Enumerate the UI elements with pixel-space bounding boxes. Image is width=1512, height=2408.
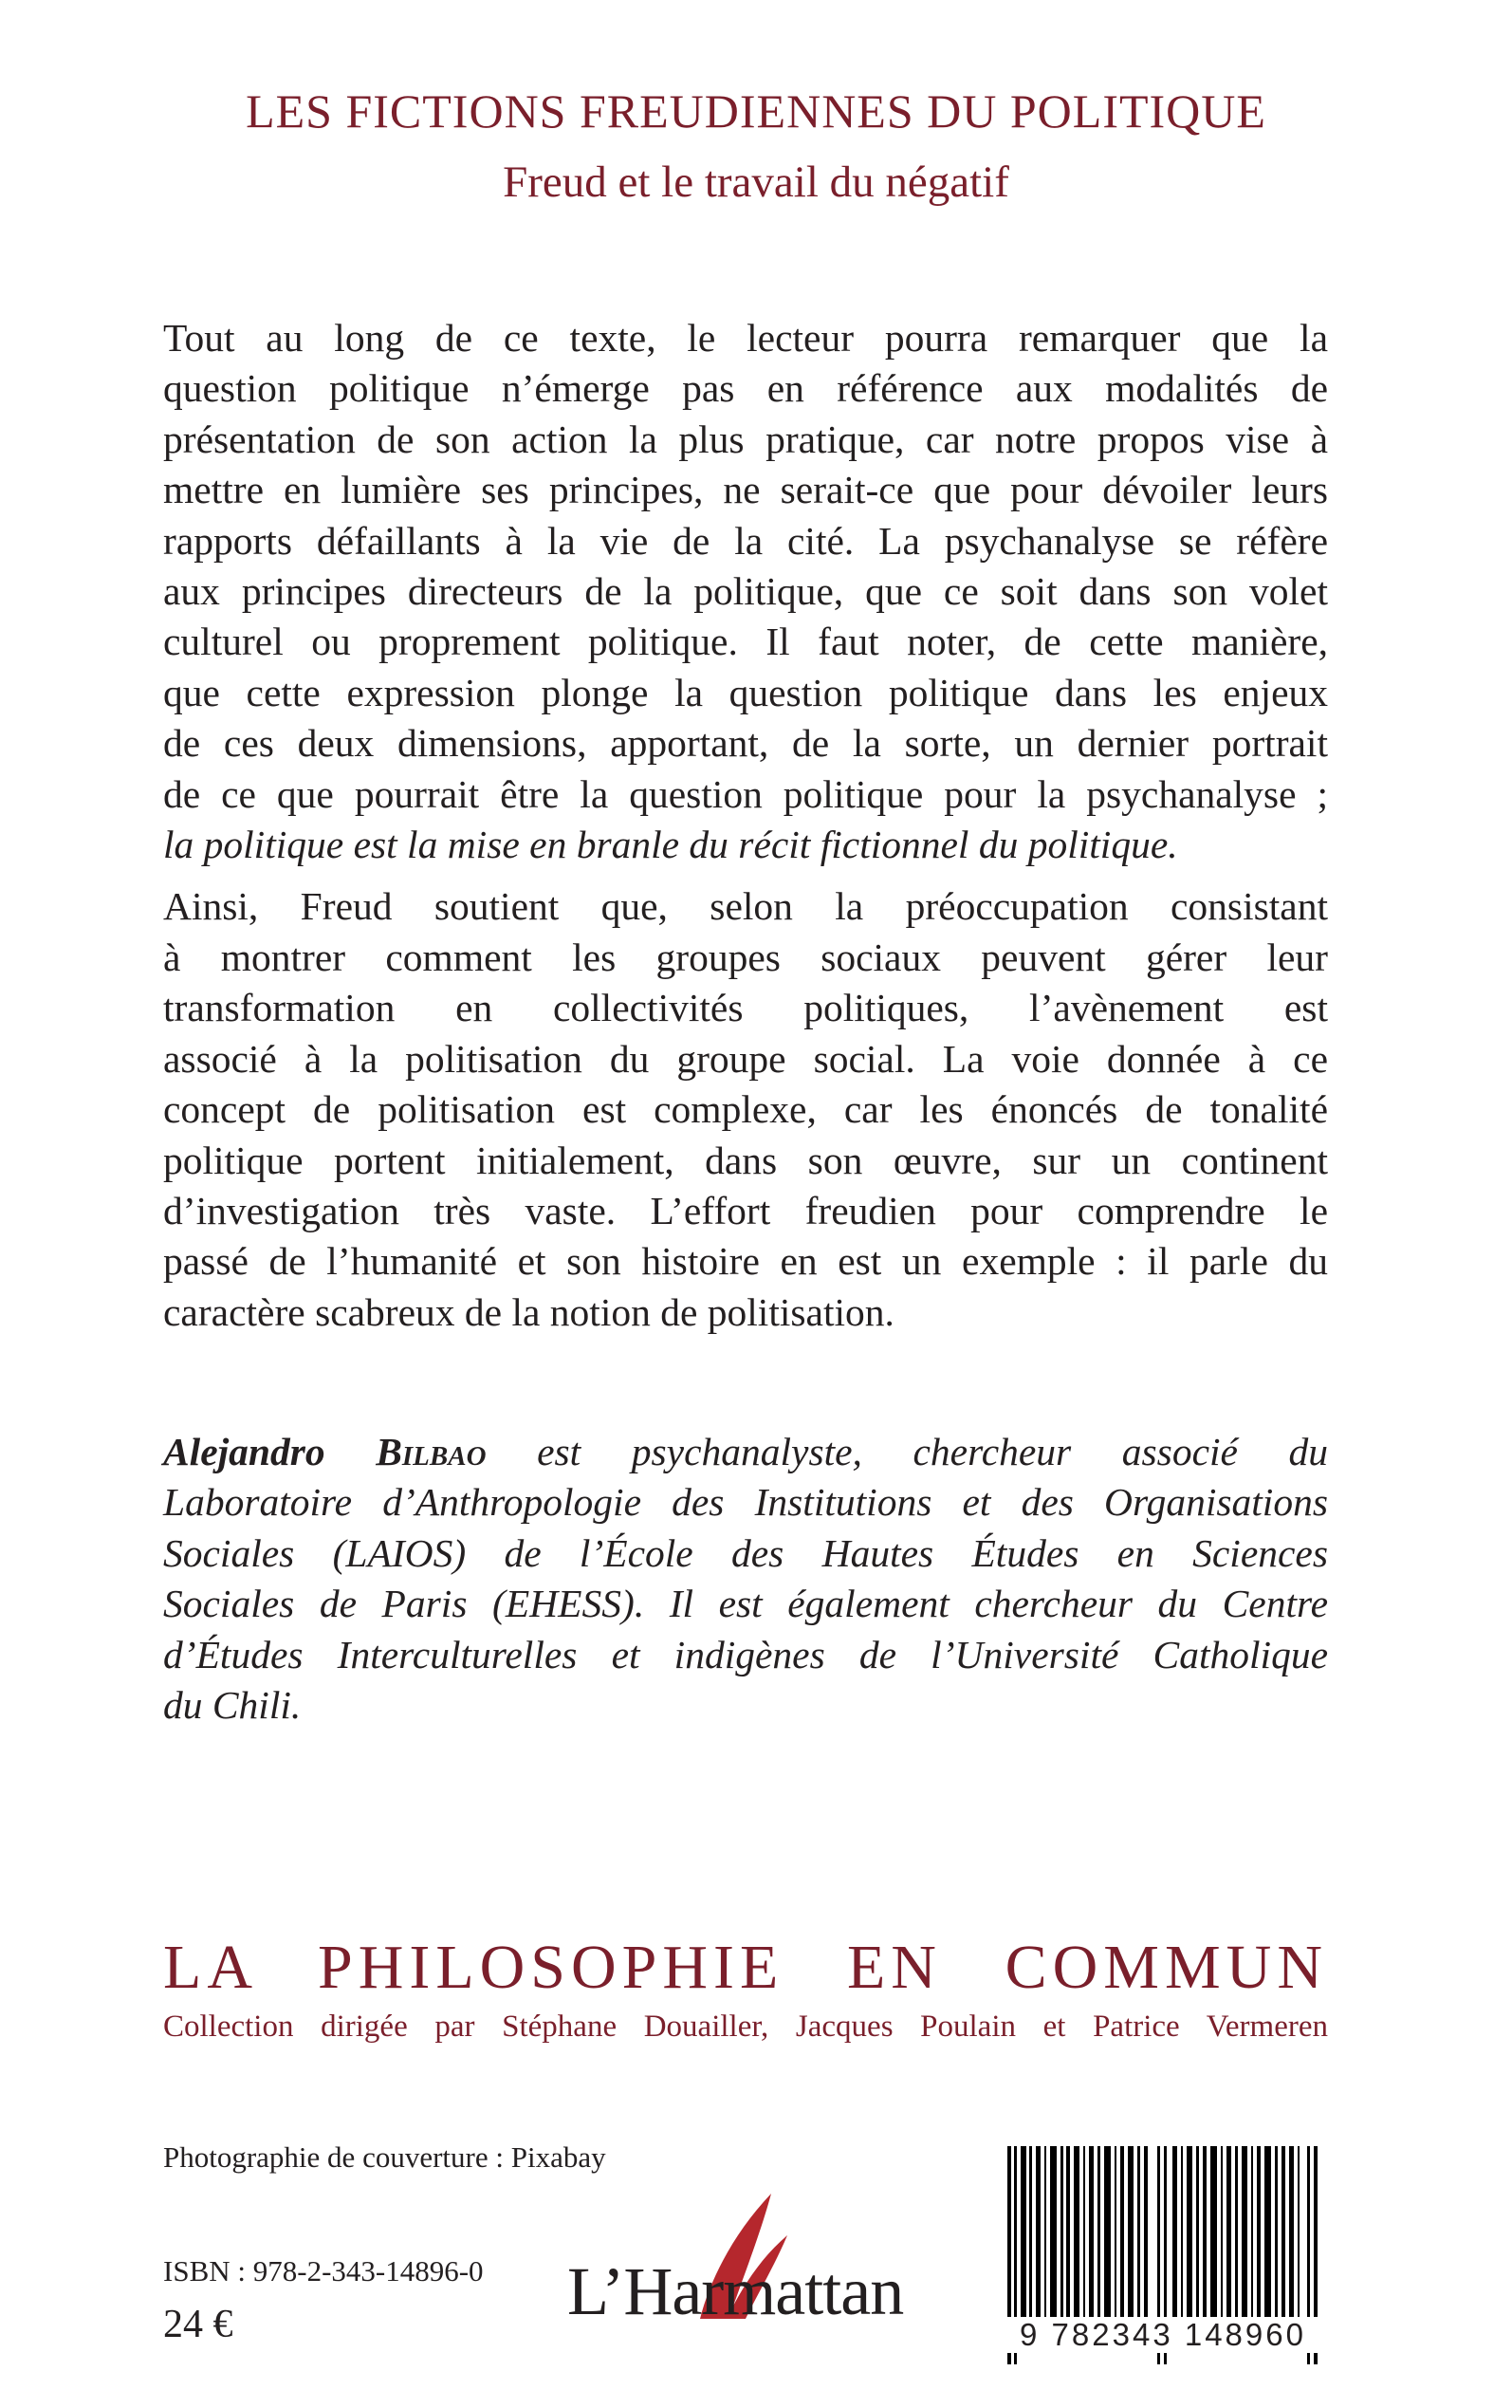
author-bio-line [163, 1427, 1328, 1477]
summary-line: passé de l’humanité et son histoire en est un exemple : il parle du [163, 1239, 1328, 1284]
summary-line: de ces deux dimensions, apportant, de la sorte, un dernier portrait [163, 721, 1328, 766]
summary-line: Ainsi, Freud soutient que, selon la préoccupation consistant [163, 884, 1328, 929]
isbn: ISBN : 978-2-343-14896-0 [163, 2254, 484, 2288]
book-subtitle: Freud et le travail du négatif [503, 157, 1009, 207]
summary-line: de ce que pourrait être la question politique pour la psychanalyse ; [163, 771, 1328, 816]
author-bio-line: Laboratoire d’Anthropologie des Institutions et des Organisations [163, 1480, 1328, 1525]
author-bio [163, 1427, 1328, 1731]
summary-line: que cette expression plonge la question politique dans les enjeux [163, 670, 1328, 714]
summary-italic-conclusion: la politique est la mise en branle du récit fictionnel du politique. [163, 823, 1178, 867]
summary-line: concept de politisation est complexe, car les énoncés de tonalité [163, 1087, 1328, 1132]
summary-line: présentation de son action la plus pratique, car notre propos vise à [163, 417, 1328, 461]
author-bio-line: Sociales (LAIOS) de l’École des Hautes Études en Sciences [163, 1530, 1328, 1575]
summary-line: question politique n’émerge pas en référence aux modalités de [163, 366, 1328, 411]
summary-line: d’investigation très vaste. L’effort freudien pour comprendre le [163, 1188, 1328, 1232]
summary-line: aux principes directeurs de la politique, que ce soit dans son volet [163, 569, 1328, 614]
author-bio-line: du Chili. [163, 1683, 302, 1728]
summary-paragraph-1 [163, 313, 1328, 870]
summary-line: mettre en lumière ses principes, ne serait-ce que pour dévoiler leurs [163, 468, 1328, 512]
summary-line: rapports défaillants à la vie de la cité. La psychanalyse se réfère [163, 518, 1328, 563]
author-bio-text: est psychanalyste, chercheur associé du [486, 1430, 1329, 1473]
author-first-name: Alejandro [163, 1430, 325, 1473]
barcode-number: 9 782343 148960 [998, 2317, 1328, 2353]
price: 24 € [163, 2303, 233, 2346]
summary-line: culturel ou proprement politique. Il faut noter, de cette manière, [163, 620, 1328, 664]
book-title: LES FICTIONS FREUDIENNES DU POLITIQUE [246, 84, 1266, 138]
author-last-name: Bilbao [376, 1430, 487, 1473]
summary-line: associé à la politisation du groupe social. La voie donnée à ce [163, 1036, 1328, 1081]
summary-line: à montrer comment les groupes sociaux peuvent gérer leur [163, 935, 1328, 979]
summary-line: politique portent initialement, dans son œuvre, sur un continent [163, 1138, 1328, 1182]
summary-line: Tout au long de ce texte, le lecteur pourra remarquer que la [163, 316, 1328, 360]
summary-paragraph-2 [163, 881, 1328, 1338]
collection-directors: Collection dirigée par Stéphane Douailler, Jacques Poulain et Patrice Vermeren [163, 2010, 1328, 2044]
publisher-name: L’Harmattan [567, 2253, 904, 2329]
author-bio-line: d’Études Interculturelles et indigènes de l’Université Catholique [163, 1632, 1328, 1676]
photo-credit: Photographie de couverture : Pixabay [163, 2140, 606, 2174]
author-bio-line: Sociales de Paris (EHESS). Il est également chercheur du Centre [163, 1582, 1328, 1626]
summary-line: transformation en collectivités politiques, l’avènement est [163, 986, 1328, 1030]
publisher-logo [567, 2176, 937, 2347]
summary-text [163, 313, 1328, 1338]
collection-name: LA PHILOSOPHIE EN COMMUN [163, 1933, 1328, 2002]
summary-line: caractère scabreux de la notion de politisation. [163, 1289, 894, 1334]
